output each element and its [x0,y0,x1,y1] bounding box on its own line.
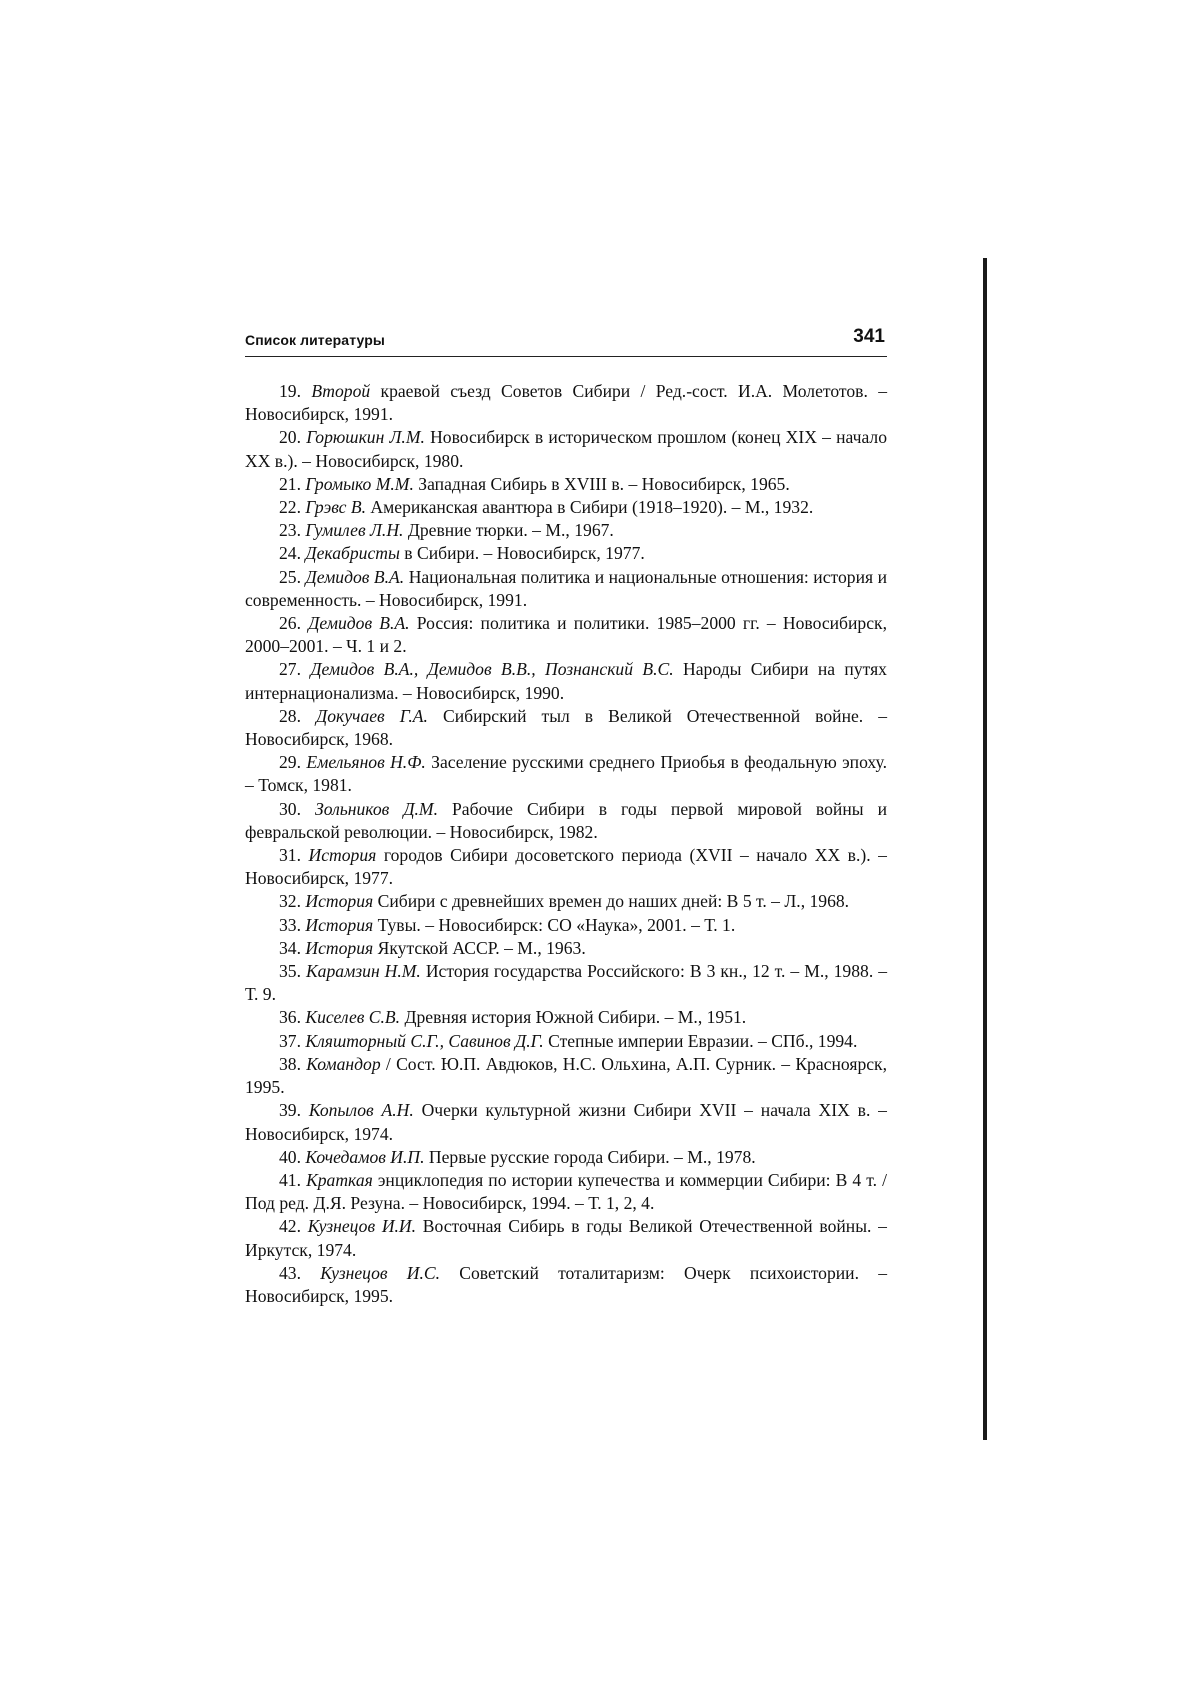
reference-details: Рабочие Сибири в годы первой мировой войны и февральской революции. – Новосибирск, 1982. [245,798,888,842]
reference-author: Копылов А.Н. [308,1100,414,1121]
reference-details: Степные империи Евразии. – СПб., 1994. [548,1030,858,1051]
reference-author: Емельянов Н.Ф. [306,752,426,773]
reference-number: 34. [279,937,301,958]
reference-number: 21. [279,473,301,494]
reference-number: 25. [279,566,301,587]
reference-number: 20. [279,427,301,448]
reference-number: 30. [279,798,301,819]
reference-details: Национальная политика и национальные отношения: история и современность. – Новосибирск, 1991. [245,566,887,610]
reference-entry [245,496,887,519]
reference-entry [245,960,887,1006]
reference-author: Зольников Д.М. [315,798,438,819]
reference-entry [245,890,887,913]
reference-entry [245,705,887,751]
reference-number: 32. [279,891,301,912]
reference-entry [245,473,887,496]
reference-entry [245,1262,887,1308]
reference-number: 38. [279,1053,301,1074]
reference-author: Второй [311,381,371,401]
reference-author: Киселев С.В. [305,1007,401,1028]
reference-details: / Сост. Ю.П. Авдюков, Н.С. Ольхина, А.П. Сурник. – Красноярск, 1995. [245,1053,887,1098]
reference-number: 29. [279,752,301,773]
reference-entry [245,1169,887,1215]
reference-details: Древняя история Южной Сибири. – М., 1951. [404,1007,747,1028]
reference-list [245,380,887,1308]
reference-number: 24. [279,543,301,564]
reference-number: 37. [279,1030,301,1051]
reference-entry [245,1099,887,1145]
reference-author: Горюшкин Л.М. [306,427,425,448]
reference-entry [245,751,887,797]
reference-details: краевой съезд Советов Сибири / Ред.-сост. И.А. Молетотов. – Новосибирск, 1991. [245,381,887,425]
page-header [245,326,887,357]
reference-details: Американская авантюра в Сибири (1918–1920). – М., 1932. [370,497,814,518]
reference-author: Декабристы [305,543,400,564]
reference-details: Заселение русскими среднего Приобья в феодальную эпоху. – Томск, 1981. [245,752,887,796]
reference-details: Россия: политика и политики. 1985–2000 гг. – Новосибирск, 2000–2001. – Ч. 1 и 2. [245,613,887,657]
reference-details: Якутской АССР. – М., 1963. [377,937,586,958]
reference-number: 22. [279,497,301,518]
reference-details: Западная Сибирь в XVIII в. – Новосибирск, 1965. [418,473,790,494]
reference-author: Докучаев Г.А. [316,705,428,726]
reference-details: Советский тоталитаризм: Очерк психоистории. – Новосибирск, 1995. [245,1262,887,1306]
reference-author: История [308,845,377,866]
reference-author: История [305,914,374,935]
reference-entry [245,1146,887,1169]
reference-number: 33. [279,914,301,935]
reference-author: История [305,891,374,912]
reference-number: 41. [279,1169,301,1190]
reference-entry [245,1030,887,1053]
reference-author: Командор [306,1053,381,1074]
page-number: 341 [853,326,885,347]
reference-number: 28. [279,705,301,726]
reference-details: энциклопедия по истории купечества и коммерции Сибири: В 4 т. / Под ред. Д.Я. Резуна. – Новосибирск, 1994. – Т. 1, 2, 4. [245,1169,887,1214]
reference-details: городов Сибири досоветского периода (XVII – начало XX в.). – Новосибирск, 1977. [245,845,887,889]
reference-entry [245,798,887,844]
reference-author: Кузнецов И.И. [307,1216,417,1237]
reference-entry [245,658,887,704]
reference-entry [245,1006,887,1029]
reference-entry [245,914,887,937]
reference-number: 40. [279,1146,301,1167]
reference-details: в Сибири. – Новосибирск, 1977. [404,543,645,564]
reference-entry [245,519,887,542]
reference-entry [245,844,887,890]
reference-author: Грэвс В. [305,497,367,518]
reference-details: Восточная Сибирь в годы Великой Отечественной войны. – Иркутск, 1974. [245,1216,887,1260]
reference-author: Гумилев Л.Н. [305,520,404,541]
reference-number: 27. [279,659,301,680]
reference-author: Кляшторный С.Г., Савинов Д.Г. [305,1030,544,1051]
reference-author: Краткая [306,1169,373,1190]
reference-entry [245,937,887,960]
reference-entry [245,1215,887,1261]
running-title: Список литературы [245,332,385,348]
reference-details: Новосибирск в историческом прошлом (конец XIX – начало XX в.). – Новосибирск, 1980. [245,427,887,471]
reference-details: Сибирский тыл в Великой Отечественной войне. – Новосибирск, 1968. [245,705,888,750]
reference-number: 19. [279,381,301,401]
reference-details: История государства Российского: В 3 кн., 12 т. – М., 1988. – Т. 9. [245,961,888,1005]
reference-entry [245,380,887,426]
reference-details: Тувы. – Новосибирск: СО «Наука», 2001. – Т. 1. [377,914,736,935]
reference-details: Сибири с древнейших времен до наших дней: В 5 т. – Л., 1968. [377,891,850,912]
reference-entry [245,542,887,565]
reference-entry [245,566,887,612]
reference-author: История [305,937,374,958]
reference-author: Кузнецов И.С. [320,1262,441,1283]
reference-number: 26. [279,613,301,634]
reference-author: Демидов В.А. [305,566,405,587]
reference-entry [245,426,887,472]
reference-details: Народы Сибири на путях интернационализма. – Новосибирск, 1990. [245,659,887,703]
reference-number: 39. [279,1100,301,1121]
reference-entry [245,612,887,658]
reference-author: Громыко М.М. [305,473,414,494]
reference-number: 31. [279,845,301,866]
reference-number: 36. [279,1007,301,1028]
scan-border-line [983,258,987,1440]
reference-number: 42. [279,1216,301,1237]
reference-author: Демидов В.А. [308,613,410,634]
reference-details: Первые русские города Сибири. – М., 1978. [428,1146,756,1167]
reference-details: Древние тюрки. – М., 1967. [407,520,614,541]
reference-details: Очерки культурной жизни Сибири XVII – начала XIX в. – Новосибирск, 1974. [245,1100,887,1144]
reference-author: Кочедамов И.П. [305,1146,425,1167]
reference-author: Карамзин Н.М. [306,961,421,982]
reference-author: Демидов В.А., Демидов В.В., Познанский В.С. [310,659,674,680]
reference-number: 43. [279,1262,301,1283]
reference-entry [245,1053,887,1099]
reference-number: 23. [279,520,301,541]
reference-number: 35. [279,961,301,982]
